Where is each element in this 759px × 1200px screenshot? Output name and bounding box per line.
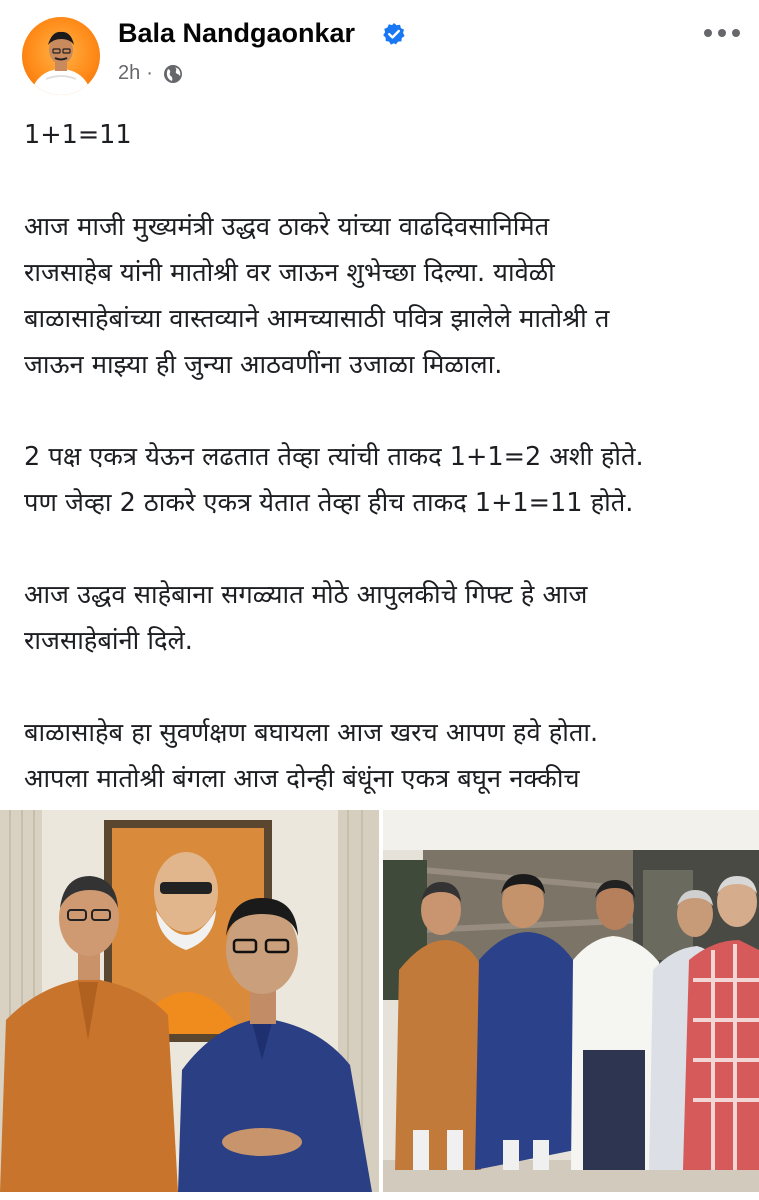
post-paragraph: 2 पक्ष एकत्र येऊन लढतात तेव्हा त्यांची ताकद 1+1=2 अशी होते. पण जेव्हा 2 ठाकरे एकत्र येतात तेव्हा हीच ताकद 1+1=11 होते. [24, 442, 644, 518]
photo-1-graphic [0, 810, 379, 1192]
post-paragraph: आज उद्धव साहेबाना सगळ्यात मोठे आपुलकीचे गिफ्ट हे आज राजसाहेबांनी दिले. [24, 580, 588, 656]
author-name[interactable]: Bala Nandgaonkar [118, 18, 356, 48]
post-photos [0, 810, 759, 1192]
post-timestamp[interactable]: 2h [118, 62, 141, 84]
post-paragraph: 1+1=11 [24, 120, 132, 150]
more-options-icon[interactable] [700, 18, 744, 48]
post-meta [118, 62, 183, 85]
post-body [24, 112, 749, 894]
meta-separator: · [146, 62, 153, 84]
author-avatar[interactable] [22, 17, 100, 95]
post-paragraph: आज माजी मुख्यमंत्री उद्धव ठाकरे यांच्या वाढदिवसानिमित राजसाहेब यांनी मातोश्री वर जाऊन शुभेच्छा दिल्या. यावेळी बाळासाहेबांच्या वास्तव्याने आमच्यासाठी पवित्र झालेले मातोश्री त जाऊन माझ्या ही जुन्या आठवणींना उजाळा मिळाला. [24, 212, 610, 380]
avatar-person-graphic [22, 17, 100, 95]
verified-badge-icon [382, 22, 406, 46]
post-paragraph: बाळासाहेब हा सुवर्णक्षण बघायला आज खरच आपण हवे होता. आपला मातोश्री बंगला आज दोन्ही बंधूंना एकत्र बघून नक्कीच [24, 718, 599, 794]
globe-icon[interactable] [163, 64, 183, 84]
post-photo-1[interactable] [0, 810, 379, 1192]
post-photo-2[interactable] [383, 810, 759, 1192]
photo-2-graphic [383, 810, 759, 1192]
post-header [0, 0, 759, 100]
